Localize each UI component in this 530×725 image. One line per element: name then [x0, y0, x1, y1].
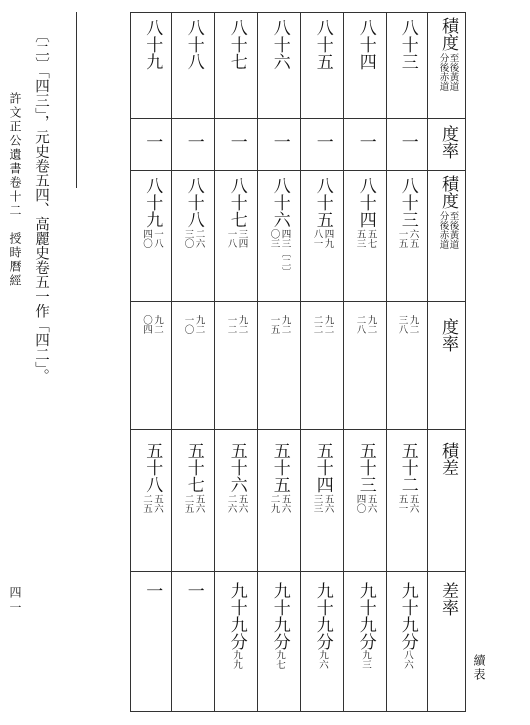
accum-degree-value: 八十四	[355, 177, 376, 228]
small-figure-pair	[141, 315, 162, 334]
small-figure: 〇三	[268, 229, 280, 248]
small-figure-pair	[183, 494, 204, 513]
header-label: 積度	[438, 17, 458, 51]
rate-value: 一	[226, 133, 247, 150]
small-figure-pair	[269, 494, 290, 513]
small-figure: 二五	[182, 494, 194, 513]
degree-value: 八十四	[355, 19, 376, 70]
header-degree-rate-2	[428, 302, 467, 429]
diff-rate-fraction: 九三	[360, 650, 371, 669]
small-figure: 九二	[279, 315, 291, 334]
cell-accum-diff	[215, 430, 257, 571]
small-figure-pair	[183, 229, 204, 248]
small-figure-pair	[355, 315, 376, 334]
degree-value: 八十三	[397, 19, 418, 70]
cell-accum-degree	[258, 171, 300, 301]
accum-diff-value: 五十五	[269, 442, 290, 493]
small-figure-pair	[226, 494, 247, 513]
small-figure: 二八	[354, 315, 366, 334]
diff-rate-value: 一	[183, 582, 204, 599]
header-label: 積度	[438, 175, 458, 209]
degree-value: 八十六	[269, 19, 290, 70]
header-accum-diff	[428, 430, 467, 571]
rate-value: 一	[269, 133, 290, 150]
small-figure: 四三〔二〕	[279, 229, 291, 277]
running-head: 許文正公遺書卷十二 授時曆經	[8, 92, 22, 288]
small-figure: 五一	[396, 494, 408, 513]
cell-accum-diff	[258, 430, 300, 571]
cell-diff-rate	[344, 572, 386, 713]
rate-value: 一	[397, 133, 418, 150]
degree-value: 八十八	[183, 19, 204, 70]
small-figure: 〇四	[141, 315, 152, 334]
header-label: 差率	[438, 582, 458, 616]
cell-diff-rate	[215, 572, 257, 713]
small-figure: 三〇	[182, 229, 194, 248]
header-subtitle	[438, 53, 458, 91]
small-figure: 五六	[236, 494, 248, 513]
cell-degree-rate	[301, 119, 343, 170]
diff-rate-fraction: 八六	[402, 650, 413, 669]
small-figure: 九二	[152, 315, 163, 334]
cell-degree	[301, 13, 343, 118]
header-subtitle-right: 至後黃道	[447, 211, 459, 249]
small-figure: 二六	[225, 494, 237, 513]
small-figure: 九二	[236, 315, 248, 334]
page-number: 四一	[8, 586, 22, 616]
small-figure: 五七	[365, 229, 377, 248]
cell-diff-rate	[132, 572, 171, 713]
accum-degree-value: 八十七	[226, 177, 247, 228]
rate-value: 一	[355, 133, 376, 150]
diff-rate-value: 九十九分	[226, 582, 247, 650]
small-figure: 二五	[141, 494, 152, 513]
accum-degree-value: 八十九	[142, 177, 163, 228]
cell-degree	[387, 13, 427, 118]
small-figure: 二六	[193, 229, 205, 248]
header-label: 度率	[438, 318, 458, 352]
small-figure: 四九	[322, 229, 334, 248]
small-figure: 五六	[322, 494, 334, 513]
cell-degree	[215, 13, 257, 118]
diff-rate-value: 九十九分	[269, 582, 290, 650]
header-diff-rate	[428, 572, 467, 713]
small-figure: 三三	[311, 494, 323, 513]
cell-accum-diff	[172, 430, 214, 571]
small-figure-pair	[312, 229, 333, 248]
small-figure: 三八	[396, 315, 408, 334]
small-figure: 五三	[354, 229, 366, 248]
small-figure: 五六	[365, 494, 377, 513]
small-figure: 九二	[322, 315, 334, 334]
cell-diff-rate	[301, 572, 343, 713]
header-label: 積差	[438, 442, 458, 476]
diff-rate-value: 九十九分	[312, 582, 333, 650]
accum-diff-value: 五十八	[142, 442, 163, 493]
small-figure: 一二	[225, 315, 237, 334]
cell-degree-rate-fraction	[387, 302, 427, 429]
cell-degree-rate-fraction	[344, 302, 386, 429]
small-figure-pair	[141, 494, 162, 513]
cell-accum-diff	[344, 430, 386, 571]
small-figure-pair	[312, 494, 333, 513]
diff-rate-fraction: 九六	[317, 650, 328, 669]
cell-accum-diff	[387, 430, 427, 571]
degree-value: 八十五	[312, 19, 333, 70]
small-figure-pair	[312, 315, 333, 334]
rate-value: 一	[183, 133, 204, 150]
small-figure-pair	[141, 229, 162, 248]
small-figure: 四〇	[354, 494, 366, 513]
diff-rate-value: 九十九分	[355, 582, 376, 650]
accum-diff-value: 五十七	[183, 442, 204, 493]
header-accum-degree-2	[428, 171, 467, 301]
accum-diff-value: 五十三	[355, 442, 376, 493]
cell-degree-rate-fraction	[258, 302, 300, 429]
small-figure: 五六	[279, 494, 291, 513]
cell-degree	[172, 13, 214, 118]
small-figure-pair	[226, 229, 247, 248]
small-figure: 六五	[407, 229, 419, 248]
small-figure: 一五	[396, 229, 408, 248]
degree-value: 八十九	[142, 19, 163, 70]
cell-accum-diff	[132, 430, 171, 571]
small-figure-pair	[397, 229, 418, 248]
header-subtitle-right: 至後黃道	[447, 53, 459, 91]
cell-degree	[344, 13, 386, 118]
accum-degree-value: 八十六	[269, 177, 290, 228]
small-figure-pair	[397, 315, 418, 334]
small-figure: 四〇	[141, 229, 152, 248]
small-figure: 五六	[407, 494, 419, 513]
small-figure: 八一	[311, 229, 323, 248]
header-subtitle-left: 分後赤道	[437, 53, 449, 91]
small-figure: 一五	[268, 315, 280, 334]
header-subtitle	[438, 211, 458, 249]
cell-accum-degree	[172, 171, 214, 301]
cell-degree-rate	[132, 119, 171, 170]
cell-degree-rate-fraction	[172, 302, 214, 429]
accum-degree-value: 八十三	[397, 177, 418, 228]
cell-accum-diff	[301, 430, 343, 571]
degree-value: 八十七	[226, 19, 247, 70]
cell-degree-rate	[344, 119, 386, 170]
cell-accum-degree	[215, 171, 257, 301]
small-figure: 一八	[225, 229, 237, 248]
footnote-rule	[76, 12, 77, 188]
cell-degree-rate	[258, 119, 300, 170]
small-figure-pair	[355, 494, 376, 513]
cell-degree-rate	[172, 119, 214, 170]
small-figure-pair	[269, 229, 290, 277]
footnote: 〔二〕「四三」，元史卷五四、高麗史卷五一作「四二」。	[33, 28, 49, 384]
small-figure-pair	[226, 315, 247, 334]
small-figure: 二九	[268, 494, 280, 513]
header-subtitle-left: 分後赤道	[437, 211, 449, 249]
cell-degree-rate	[215, 119, 257, 170]
cell-accum-degree	[132, 171, 171, 301]
diff-rate-fraction: 九九	[231, 650, 242, 669]
cell-degree	[132, 13, 171, 118]
accum-degree-value: 八十五	[312, 177, 333, 228]
accum-diff-value: 五十六	[226, 442, 247, 493]
continued-label: 續表	[472, 654, 486, 682]
accum-diff-value: 五十二	[397, 442, 418, 493]
small-figure-pair	[183, 315, 204, 334]
cell-accum-degree	[301, 171, 343, 301]
small-figure: 一〇	[182, 315, 194, 334]
diff-rate-value: 一	[142, 582, 163, 599]
cell-degree	[258, 13, 300, 118]
small-figure: 一八	[152, 229, 163, 248]
small-figure: 五六	[193, 494, 205, 513]
cell-degree-rate-fraction	[215, 302, 257, 429]
rate-value: 一	[142, 133, 163, 150]
cell-diff-rate	[387, 572, 427, 713]
accum-diff-value: 五十四	[312, 442, 333, 493]
small-figure-pair	[355, 229, 376, 248]
cell-degree-rate	[387, 119, 427, 170]
cell-degree-rate-fraction	[132, 302, 171, 429]
accum-degree-value: 八十八	[183, 177, 204, 228]
cell-accum-degree	[387, 171, 427, 301]
header-degree-rate	[428, 119, 467, 170]
small-figure-pair	[397, 494, 418, 513]
cell-diff-rate	[172, 572, 214, 713]
cell-diff-rate	[258, 572, 300, 713]
rate-value: 一	[312, 133, 333, 150]
astronomical-table	[130, 12, 466, 712]
cell-accum-degree	[344, 171, 386, 301]
small-figure: 九二	[193, 315, 205, 334]
small-figure: 五六	[152, 494, 163, 513]
diff-rate-fraction: 九七	[274, 650, 285, 669]
diff-rate-value: 九十九分	[397, 582, 418, 650]
small-figure: 九二	[407, 315, 419, 334]
cell-degree-rate-fraction	[301, 302, 343, 429]
small-figure: 九二	[365, 315, 377, 334]
header-accum-degree	[428, 13, 467, 118]
small-figure: 二二	[311, 315, 323, 334]
small-figure: 三四	[236, 229, 248, 248]
header-label: 度率	[438, 125, 458, 159]
small-figure-pair	[269, 315, 290, 334]
